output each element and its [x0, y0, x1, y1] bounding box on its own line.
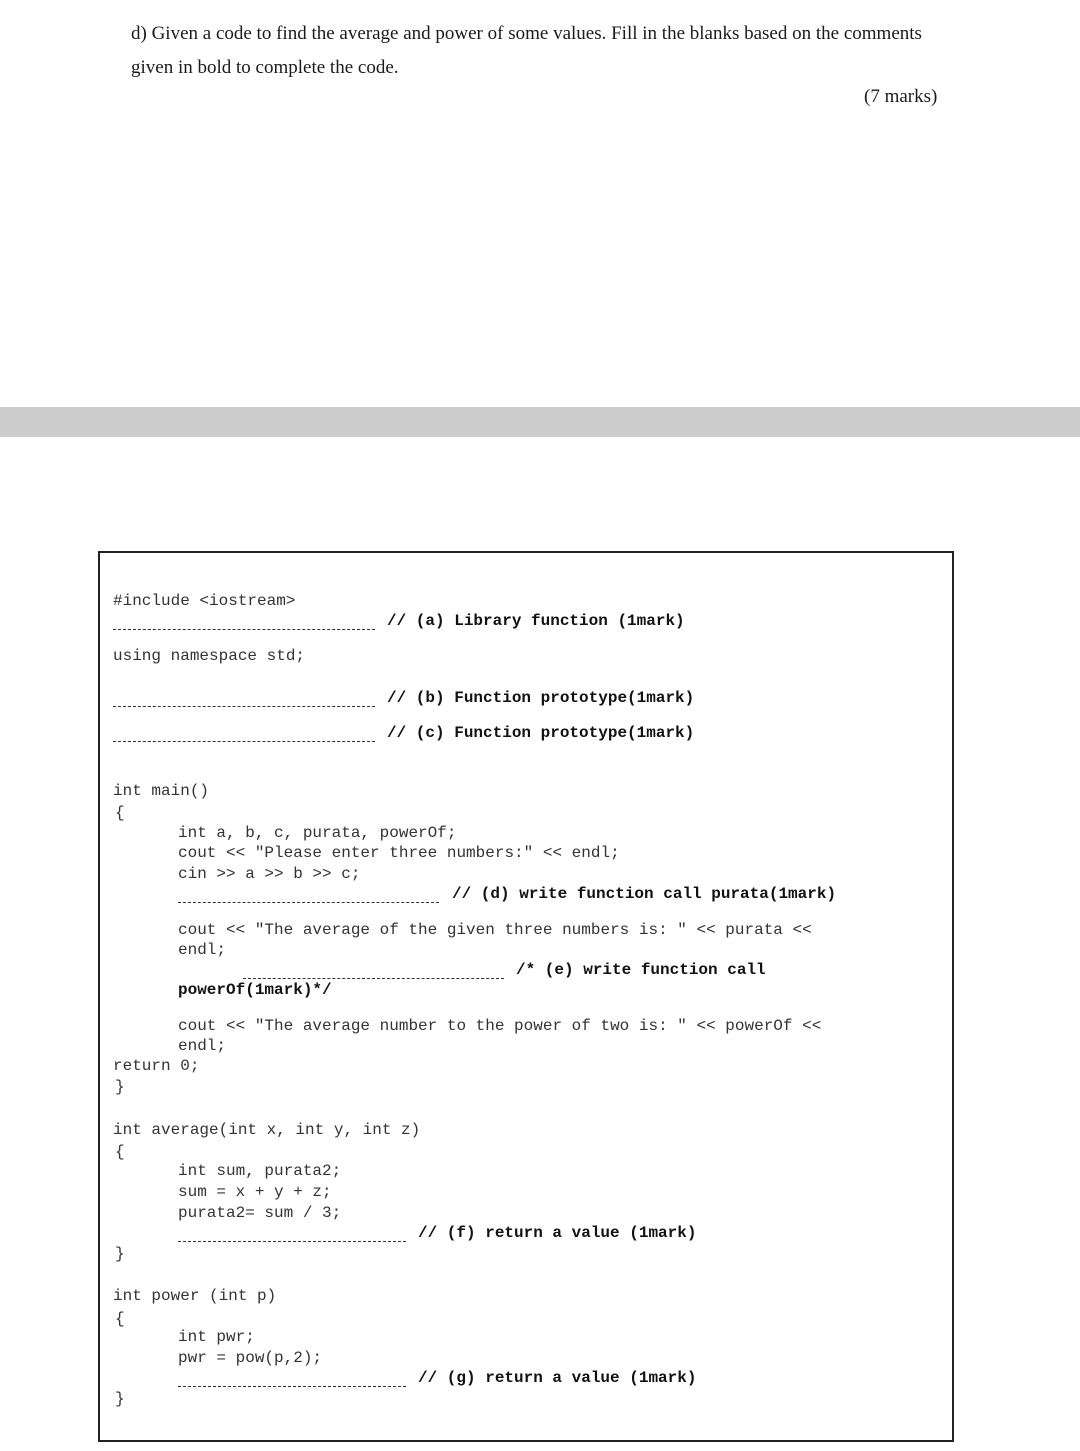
code-average-open-brace: {	[115, 1143, 125, 1161]
code-power-signature: int power (int p)	[113, 1287, 277, 1305]
question-text	[131, 17, 971, 85]
code-average-sum: sum = x + y + z;	[178, 1183, 332, 1201]
code-prompt: cout << "Please enter three numbers:" << endl;	[178, 844, 620, 862]
code-cout-power-2: endl;	[178, 1037, 227, 1055]
comment-g: // (g) return a value (1mark)	[418, 1369, 697, 1387]
blank-g[interactable]	[178, 1386, 406, 1387]
code-power-open-brace: {	[115, 1310, 125, 1328]
comment-f: // (f) return a value (1mark)	[418, 1224, 697, 1242]
blank-c[interactable]	[113, 741, 375, 742]
code-average-signature: int average(int x, int y, int z)	[113, 1121, 421, 1139]
comment-b: // (b) Function prototype(1mark)	[387, 689, 695, 707]
code-power-calc: pwr = pow(p,2);	[178, 1349, 323, 1367]
blank-b[interactable]	[113, 706, 375, 707]
blank-a[interactable]	[113, 629, 375, 630]
code-power-decl: int pwr;	[178, 1328, 255, 1346]
code-return: return 0;	[113, 1057, 200, 1075]
comment-e-1: /* (e) write function call	[516, 961, 766, 979]
blank-d[interactable]	[178, 902, 439, 903]
code-include: #include <iostream>	[113, 592, 296, 610]
blank-f[interactable]	[178, 1241, 406, 1242]
question-line-1: d) Given a code to find the average and power of some values. Fill in the blanks based on the comments	[131, 23, 922, 44]
code-cout-power-1: cout << "The average number to the power of two is: " << powerOf <<	[178, 1017, 822, 1035]
code-main-open-brace: {	[115, 804, 125, 822]
code-average-close-brace: }	[115, 1245, 125, 1263]
code-cout-average-2: endl;	[178, 941, 227, 959]
code-cout-average-1: cout << "The average of the given three numbers is: " << purata <<	[178, 921, 812, 939]
code-main-signature: int main()	[113, 782, 210, 800]
comment-c: // (c) Function prototype(1mark)	[387, 724, 695, 742]
comment-d: // (d) write function call purata(1mark)	[452, 885, 837, 903]
page-divider	[0, 407, 1080, 437]
code-main-close-brace: }	[115, 1078, 125, 1096]
code-box	[98, 551, 954, 1442]
comment-a: // (a) Library function (1mark)	[387, 612, 685, 630]
code-power-close-brace: }	[115, 1390, 125, 1408]
code-decl: int a, b, c, purata, powerOf;	[178, 824, 457, 842]
marks-label: (7 marks)	[864, 86, 938, 107]
comment-e-2: powerOf(1mark)*/	[178, 981, 332, 999]
code-using: using namespace std;	[113, 647, 306, 665]
code-average-div: purata2= sum / 3;	[178, 1204, 342, 1222]
blank-e[interactable]	[243, 978, 504, 979]
question-line-2: given in bold to complete the code.	[131, 57, 399, 78]
code-cin: cin >> a >> b >> c;	[178, 865, 361, 883]
code-average-decl: int sum, purata2;	[178, 1162, 342, 1180]
